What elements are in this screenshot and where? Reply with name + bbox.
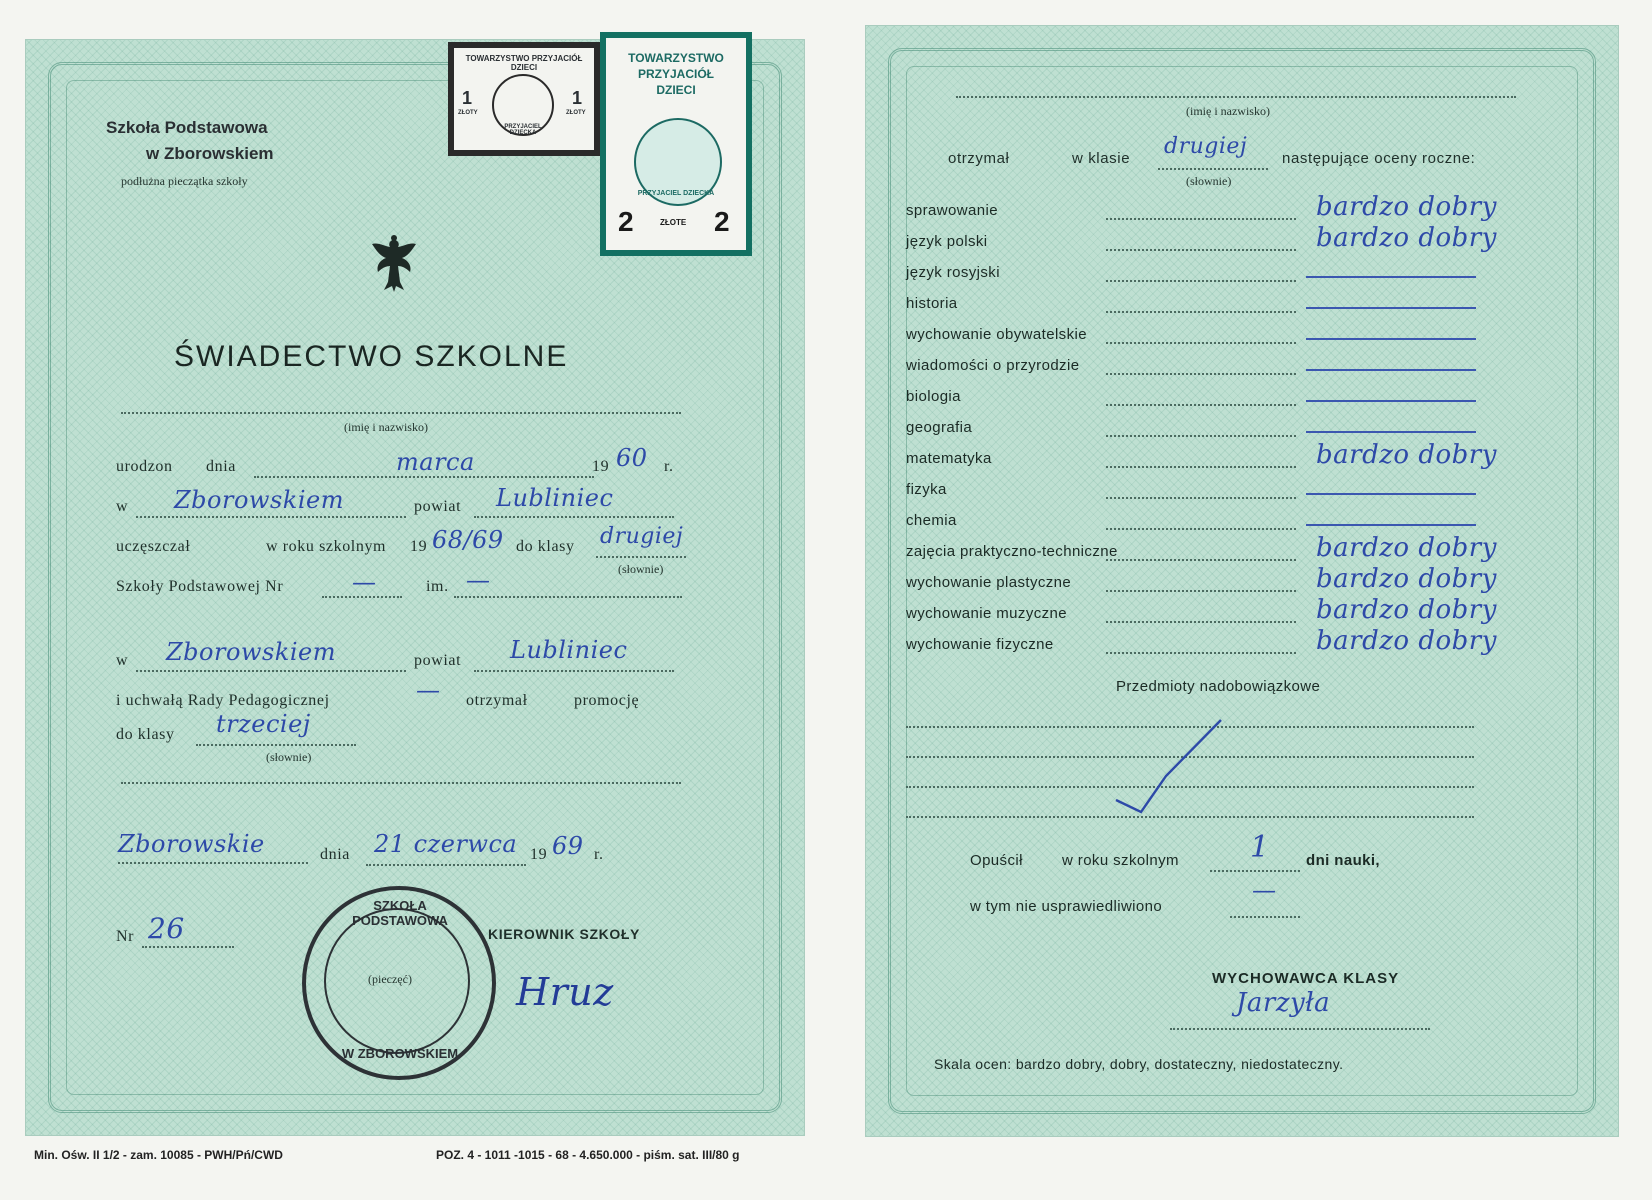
school-year-prefix: 19 (410, 538, 428, 555)
stamp2-line2: PRZYJACIÓŁ (637, 67, 714, 81)
school-patron: — (466, 566, 491, 594)
grade-value: bardzo dobry (1316, 223, 1497, 253)
grade-subject: zajęcia praktyczno-techniczne (906, 543, 1118, 560)
school-place: Zborowskiem (166, 638, 336, 666)
grade-subject: wychowanie fizyczne (906, 636, 1054, 653)
grade-subject: matematyka (906, 450, 992, 467)
grade-subject: historia (906, 295, 958, 312)
promotion-label: promocję (574, 692, 640, 709)
right-in-words-caption: (słownie) (1186, 174, 1232, 188)
right-class-value: drugiej (1164, 134, 1248, 159)
missed-label: Opuścił (970, 852, 1023, 869)
class-teacher-signature: Jarzyła (1236, 988, 1331, 1018)
in-class-label: w klasie (1072, 150, 1131, 167)
grade-blank-dash (1306, 307, 1476, 309)
grade-subject: wychowanie obywatelskie (906, 326, 1087, 343)
issue-date-label: dnia (320, 846, 350, 863)
attended-label: uczęszczał (116, 538, 191, 555)
grade-row (906, 291, 1546, 321)
grade-blank-dash (1306, 400, 1476, 402)
grade-row (906, 322, 1546, 352)
issue-place: Zborowskie (118, 830, 265, 858)
school-year: 68/69 (432, 526, 504, 554)
grade-subject: język rosyjski (906, 264, 1000, 281)
w-label-2: w (116, 652, 129, 669)
days-label: dni nauki, (1306, 852, 1381, 869)
unexcused-value: — (1252, 876, 1277, 904)
w-label: w (116, 498, 129, 515)
grade-blank-dash (1306, 493, 1476, 495)
county-label-2: powiat (414, 652, 462, 669)
grade-blank-dash (1306, 369, 1476, 371)
grade-row (906, 440, 1546, 476)
grade-subject: sprawowanie (906, 202, 998, 219)
birth-place: Zborowskiem (174, 486, 344, 514)
grade-subject: chemia (906, 512, 957, 529)
round-seal-top-text: SZKOŁA PODSTAWOWA (352, 898, 448, 928)
eagle-emblem-icon (366, 232, 422, 296)
school-label: Szkoły Podstawowej Nr (116, 578, 284, 595)
stamp1-text: TOWARZYSTWO PRZYJACIÓŁ DZIECI (465, 54, 583, 72)
stamp2-currency: ZŁOTE (660, 218, 687, 227)
county-label: powiat (414, 498, 462, 515)
grade-row (906, 384, 1546, 414)
year-prefix: 19 (592, 458, 610, 475)
school-nr: — (352, 568, 377, 596)
class-value: drugiej (600, 524, 684, 549)
right-received-label: otrzymał (948, 150, 1010, 167)
stamp2-value-right: 2 (714, 206, 730, 237)
grade-subject: język polski (906, 233, 988, 250)
footer-print-left: Min. Ośw. II 1/2 - zam. 10085 - PWH/Pń/CWD (34, 1148, 283, 1162)
grade-value: bardzo dobry (1316, 626, 1497, 656)
revenue-stamp-2-zlote (600, 32, 752, 256)
school-stamp-line1: Szkoła Podstawowa (106, 118, 268, 137)
missed-days: 1 (1250, 830, 1270, 865)
grade-value: bardzo dobry (1316, 595, 1497, 625)
class-teacher-label: WYCHOWAWCA KLASY (1212, 970, 1400, 987)
received-label: otrzymał (466, 692, 528, 709)
im-label: im. (426, 578, 449, 595)
stamp2-line1: TOWARZYSTWO (628, 51, 724, 65)
name-caption: (imię i nazwisko) (344, 420, 428, 434)
revenue-stamp-1-zloty (448, 42, 600, 156)
stamp1-value-left: 1 (462, 88, 473, 108)
unexcused-label: w tym nie usprawiedliwiono (970, 898, 1163, 915)
grade-row (906, 477, 1546, 507)
grade-row (906, 260, 1546, 290)
school-county: Lubliniec (510, 636, 628, 664)
stamp1-currency-left: ZŁOTY (458, 110, 478, 116)
stamp2-line3: DZIECI (656, 83, 696, 97)
born-day-label: dnia (206, 458, 236, 475)
class-label: do klasy (516, 538, 575, 555)
grade-blank-dash (1306, 524, 1476, 526)
birth-year: 60 (616, 444, 648, 472)
grade-subject: geografia (906, 419, 973, 436)
resolution-label: i uchwałą Rady Pedagogicznej (116, 692, 330, 709)
footer-print-right: POZ. 4 - 1011 -1015 - 68 - 4.650.000 - piśm. sat. III/80 g (436, 1148, 740, 1162)
optional-subjects-heading: Przedmioty nadobowiązkowe (1116, 678, 1321, 695)
to-class-label: do klasy (116, 726, 175, 743)
school-stamp-caption: podłużna pieczątka szkoły (121, 174, 248, 188)
stamp2-band: PRZYJACIEL DZIECKA (637, 190, 715, 197)
principal-signature: Hruz (516, 970, 614, 1014)
certificate-back-page (866, 26, 1618, 1136)
grade-value: bardzo dobry (1316, 192, 1497, 222)
r-label: r. (664, 458, 674, 475)
promoted-in-words-caption: (słownie) (266, 750, 312, 764)
school-stamp-line2: w Zborowskiem (146, 144, 274, 163)
stamp1-currency-right: ZŁOTY (566, 110, 586, 116)
grade-subject: fizyka (906, 481, 947, 498)
grades-intro: następujące oceny roczne: (1282, 150, 1476, 167)
document-title: ŚWIADECTWO SZKOLNE (174, 340, 569, 373)
grade-row (906, 626, 1546, 662)
birth-month: marca (396, 448, 475, 476)
missed-year-label: w roku szkolnym (1062, 852, 1179, 869)
school-year-label: w roku szkolnym (266, 538, 387, 555)
promoted-class: trzeciej (216, 710, 311, 738)
round-seal-bottom-text: W ZBOROWSKIEM (341, 1046, 459, 1061)
round-school-seal (302, 886, 496, 1080)
born-label: urodzon (116, 458, 173, 475)
grade-row (906, 353, 1546, 383)
issue-year-prefix: 19 (530, 846, 548, 863)
certificate-nr-label: Nr (116, 928, 135, 945)
resolution-dash: — (416, 676, 441, 704)
grade-value: bardzo dobry (1316, 440, 1497, 470)
strike-through-mark (1086, 716, 1226, 836)
grade-value: bardzo dobry (1316, 533, 1497, 563)
certificate-nr: 26 (148, 912, 185, 945)
grade-blank-dash (1306, 276, 1476, 278)
issue-year: 69 (552, 832, 584, 860)
stamp2-value-left: 2 (618, 206, 634, 237)
right-name-caption: (imię i nazwisko) (1186, 104, 1270, 118)
issue-day-month: 21 czerwca (374, 830, 518, 858)
grade-blank-dash (1306, 338, 1476, 340)
birth-county: Lubliniec (496, 484, 614, 512)
grade-blank-dash (1306, 431, 1476, 433)
stamp1-value-right: 1 (572, 88, 583, 108)
grade-subject: biologia (906, 388, 961, 405)
grade-row (906, 223, 1546, 259)
class-in-words-caption: (słownie) (618, 562, 664, 576)
grade-subject: wiadomości o przyrodzie (906, 357, 1080, 374)
stamp1-band: PRZYJACIEL DZIECKA (504, 124, 542, 136)
seal-caption: (pieczęć) (368, 972, 412, 986)
grade-value: bardzo dobry (1316, 564, 1497, 594)
principal-label: KIEROWNIK SZKOŁY (488, 926, 640, 942)
issue-r-label: r. (594, 846, 604, 863)
grade-subject: wychowanie plastyczne (906, 574, 1072, 591)
grade-subject: wychowanie muzyczne (906, 605, 1067, 622)
grading-scale: Skala ocen: bardzo dobry, dobry, dostateczny, niedostateczny. (934, 1056, 1344, 1072)
